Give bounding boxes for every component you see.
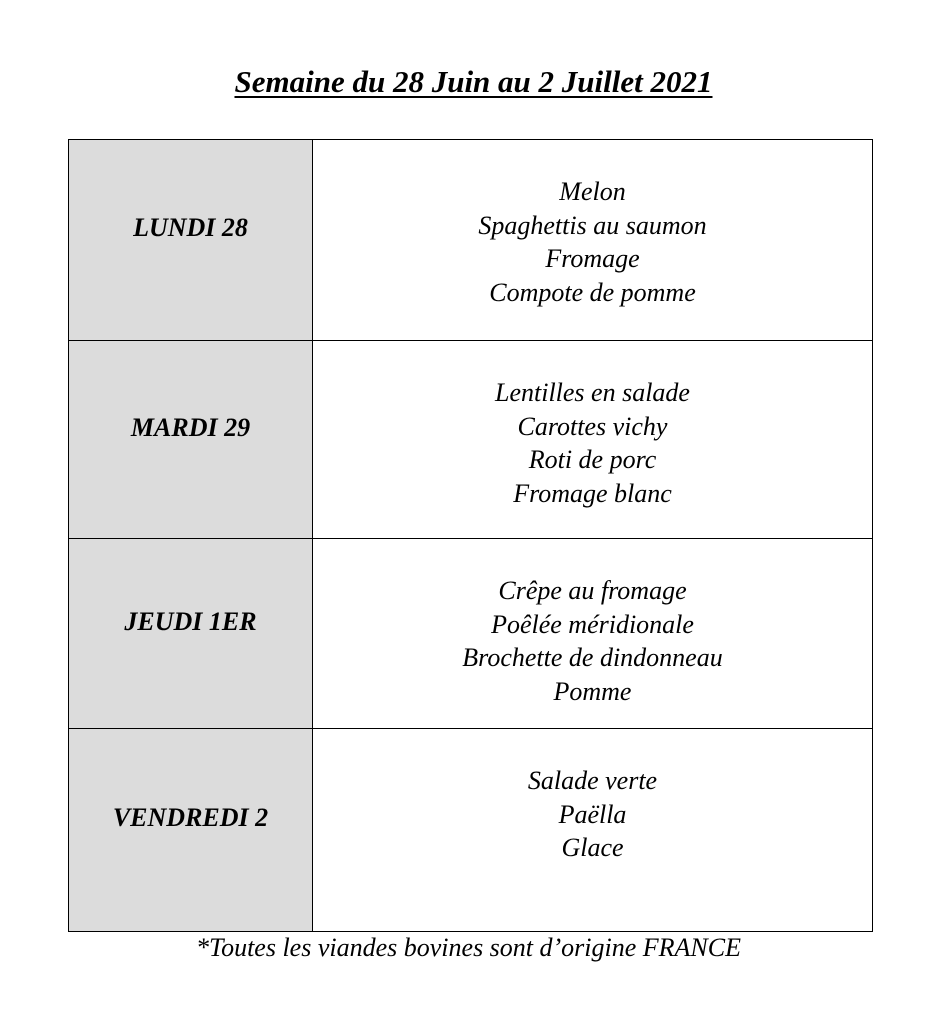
dish-item: Crêpe au fromage <box>498 576 687 605</box>
footnote: *Toutes les viandes bovines sont d’origine FRANCE <box>196 933 741 962</box>
menu-row-jeudi <box>69 539 873 729</box>
dish-item: Brochette de dindonneau <box>462 643 723 672</box>
menu-row-vendredi <box>69 729 873 932</box>
dish-item: Salade verte <box>527 766 658 795</box>
dish-item: Compote de pomme <box>489 277 696 307</box>
dishes-cell-vendredi <box>313 729 873 932</box>
day-cell-vendredi <box>69 729 313 932</box>
day-cell-jeudi <box>69 539 313 729</box>
dishes-cell-lundi <box>313 140 873 341</box>
dish-item: Roti de porc <box>528 445 657 474</box>
dish-item: Pomme <box>553 676 632 706</box>
weekly-menu-table <box>68 139 873 932</box>
dish-item: Lentilles en salade <box>495 378 690 407</box>
dish-item: Poêlée méridionale <box>491 609 694 639</box>
dish-item: Fromage blanc <box>513 478 672 508</box>
day-cell-lundi <box>69 140 313 341</box>
dish-item: Fromage <box>545 244 640 273</box>
day-label: JEUDI 1ER <box>124 606 257 636</box>
day-label: MARDI 29 <box>130 412 251 442</box>
day-cell-mardi <box>69 341 313 539</box>
dish-item: Melon <box>559 177 626 206</box>
dish-item: Glace <box>561 833 624 862</box>
dish-item: Paëlla <box>558 799 627 829</box>
dishes-cell-jeudi <box>313 539 873 729</box>
dish-item: Carottes vichy <box>517 411 668 441</box>
dishes-cell-mardi <box>313 341 873 539</box>
menu-row-mardi <box>69 341 873 539</box>
page-title: Semaine du 28 Juin au 2 Juillet 2021 <box>234 64 713 99</box>
dish-item: Spaghettis au saumon <box>478 210 707 240</box>
day-label: LUNDI 28 <box>133 213 248 242</box>
day-label: VENDREDI 2 <box>112 803 269 832</box>
menu-row-lundi <box>69 140 873 341</box>
